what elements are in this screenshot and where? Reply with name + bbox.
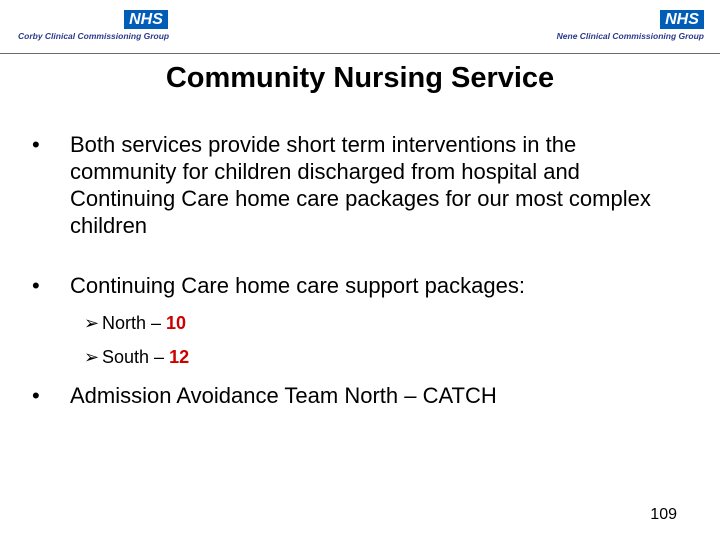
bullet-dot: •: [32, 383, 40, 408]
sub-item-value: 10: [166, 313, 187, 333]
corby-ccg-name: Corby Clinical Commissioning Group: [18, 31, 170, 41]
bullet-dot: •: [32, 132, 40, 157]
bullet-services: [32, 131, 686, 239]
bullet-dot: •: [32, 273, 40, 298]
sub-item-label: North –: [102, 313, 167, 333]
nhs-badge-right: NHS: [660, 10, 704, 29]
nhs-badge-left: NHS: [124, 10, 168, 29]
slide-title: Community Nursing Service: [165, 62, 555, 94]
sub-item-label: South –: [102, 347, 170, 367]
corby-ccg-logo: [18, 10, 178, 44]
nene-ccg-logo: [544, 10, 704, 44]
arrow-icon: ➢: [84, 347, 100, 367]
nene-ccg-name: Nene Clinical Commissioning Group: [556, 31, 704, 41]
arrow-icon: ➢: [84, 313, 100, 333]
page-number: 109: [650, 506, 677, 523]
bullet-text: Admission Avoidance Team North – CATCH: [70, 383, 497, 408]
sub-item-north: [84, 312, 186, 334]
header-divider: [0, 53, 720, 54]
bullet-admission-avoidance: [32, 382, 686, 409]
bullet-text: Both services provide short term interventions in the community for children discharged from hospital and Continuing Care home care packages for our most complex children: [70, 132, 651, 238]
bullet-text: Continuing Care home care support packages:: [70, 273, 525, 298]
sub-item-value: 12: [169, 347, 190, 367]
bullet-support-packages: [32, 272, 686, 299]
sub-item-south: [84, 346, 189, 368]
